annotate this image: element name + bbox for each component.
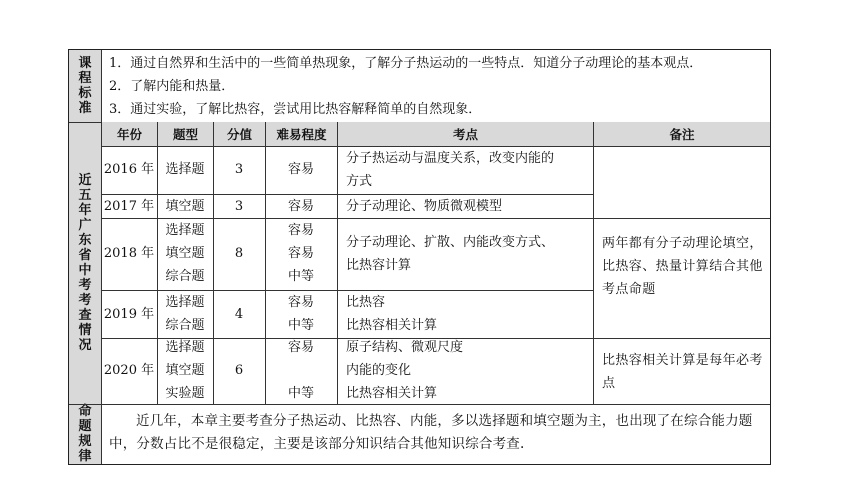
type-cell: 综合题 bbox=[165, 269, 205, 284]
header-note: 备注 bbox=[594, 122, 770, 146]
type-cell: 填空题 bbox=[165, 363, 205, 378]
type-cell: 选择题 bbox=[165, 223, 205, 238]
year-cell: 2018 年 bbox=[103, 246, 155, 261]
pattern-paragraph: 近几年，本章主要考查分子热运动、比热容、内能，多以选择题和填空题为主，也出现了在综合能力题中，分数占比不是很稳定，主要是该部分知识结合其他知识综合考查. bbox=[109, 413, 753, 452]
difficulty-cell: 中等 bbox=[287, 269, 314, 284]
point-cell: 方式 bbox=[346, 174, 373, 189]
type-cell: 填空题 bbox=[165, 199, 205, 214]
standard-item: 2．了解内能和热量． bbox=[109, 79, 235, 94]
point-cell: 比热容相关计算 bbox=[346, 386, 438, 401]
point-cell: 原子结构、微观尺度 bbox=[346, 340, 464, 355]
note-2020: 比热容相关计算是每年必考点 bbox=[602, 353, 763, 391]
section-label-survey: 近五年广东省中考考查情况 bbox=[69, 122, 101, 404]
header-type: 题型 bbox=[158, 122, 213, 146]
score-cell: 6 bbox=[234, 363, 244, 378]
difficulty-cell: 中等 bbox=[287, 318, 314, 333]
point-cell: 分子动理论、扩散、内能改变方式、 bbox=[346, 235, 555, 250]
header-score: 分值 bbox=[214, 122, 265, 146]
difficulty-cell: 容易 bbox=[287, 340, 314, 355]
exam-analysis-table bbox=[68, 49, 771, 465]
point-cell: 比热容相关计算 bbox=[346, 318, 438, 333]
score-cell: 4 bbox=[234, 307, 244, 322]
difficulty-cell: 容易 bbox=[287, 223, 314, 238]
type-cell: 选择题 bbox=[165, 295, 205, 310]
standard-item: 3．通过实验，了解比热容，尝试用比热容解释简单的自然现象． bbox=[109, 102, 482, 117]
score-cell: 3 bbox=[234, 199, 244, 214]
point-cell: 分子热运动与温度关系，改变内能的 bbox=[346, 151, 555, 166]
type-cell: 选择题 bbox=[165, 340, 205, 355]
header-point: 考点 bbox=[338, 122, 593, 146]
type-cell: 填空题 bbox=[165, 246, 205, 261]
standard-item: 1．通过自然界和生活中的一些简单热现象，了解分子热运动的一些特点．知道分子动理论的基本观点． bbox=[109, 56, 703, 71]
difficulty-cell: 容易 bbox=[287, 246, 314, 261]
difficulty-cell: 容易 bbox=[287, 199, 314, 214]
point-cell: 比热容计算 bbox=[346, 258, 412, 273]
header-year: 年份 bbox=[102, 122, 157, 146]
section-label-pattern: 命题规律 bbox=[69, 404, 101, 464]
difficulty-cell: 中等 bbox=[287, 386, 314, 401]
type-cell: 选择题 bbox=[165, 162, 205, 177]
point-cell: 比热容 bbox=[346, 295, 386, 310]
point-cell: 分子动理论、物质微观模型 bbox=[346, 199, 503, 214]
year-cell: 2019 年 bbox=[103, 307, 155, 322]
note-merged: 两年都有分子动理论填空，比热容、热量计算结合其他考点命题 bbox=[602, 236, 763, 297]
header-difficulty: 难易程度 bbox=[266, 122, 337, 146]
score-cell: 3 bbox=[234, 162, 244, 177]
difficulty-cell: 容易 bbox=[287, 295, 314, 310]
year-cell: 2017 年 bbox=[103, 199, 155, 214]
difficulty-cell: 容易 bbox=[287, 162, 314, 177]
section-label-standard: 课程标准 bbox=[69, 50, 101, 122]
year-cell: 2016 年 bbox=[103, 162, 155, 177]
year-cell: 2020 年 bbox=[103, 363, 155, 378]
type-cell: 实验题 bbox=[165, 386, 205, 401]
score-cell: 8 bbox=[234, 246, 244, 261]
point-cell: 内能的变化 bbox=[346, 363, 412, 378]
type-cell: 综合题 bbox=[165, 318, 205, 333]
